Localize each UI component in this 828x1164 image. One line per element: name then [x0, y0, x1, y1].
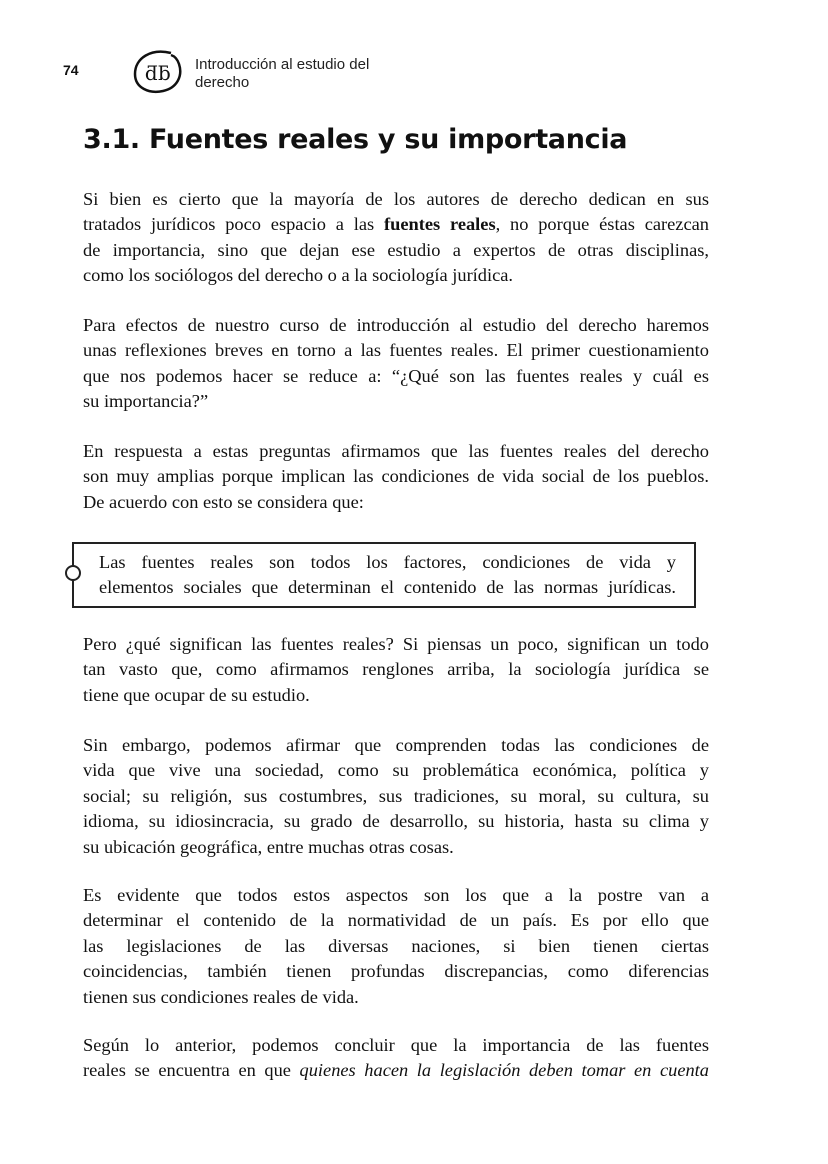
- text-line: [83, 1058, 709, 1083]
- text-line: social; su religión, sus costumbres, sus tradiciones, su moral, su cultura, su: [83, 785, 709, 806]
- text-line: unas reflexiones breves en torno a las fuentes reales. El primer cuestionamiento: [83, 340, 709, 361]
- paragraph-3: [83, 439, 709, 515]
- paragraph-4: [83, 632, 709, 708]
- text-line: tiene que ocupar de su estudio.: [83, 684, 310, 705]
- paragraph-1: [83, 187, 709, 289]
- text-line: tienen sus condiciones reales de vida.: [83, 986, 359, 1007]
- text-line: Para efectos de nuestro curso de introducción al estudio del derecho haremos: [83, 315, 709, 335]
- definition-text: [99, 550, 676, 601]
- paragraph-2: [83, 313, 709, 415]
- text-line: Según lo anterior, podemos concluir que la importancia de las fuentes: [83, 1035, 709, 1055]
- text-line: Las fuentes reales son todos los factores, condiciones de vida y: [99, 552, 676, 572]
- book-title-line1: Introducción al estudio del: [195, 56, 370, 73]
- page-number: 74: [63, 62, 79, 78]
- text-line: son muy amplias porque implican las condiciones de vida social de los pueblos.: [83, 466, 709, 487]
- text-line: que nos podemos hacer se reduce a: “¿Qué son las fuentes reales y cuál es: [83, 365, 709, 386]
- text-line: elementos sociales que determinan el contenido de las normas jurídicas.: [99, 577, 676, 598]
- svg-text:ƌƃ: ƌƃ: [145, 61, 171, 85]
- book-title-line2: derecho: [195, 74, 250, 91]
- text-line: Pero ¿qué significan las fuentes reales? Si piensas un poco, significan un todo: [83, 634, 709, 654]
- text-line: las legislaciones de las diversas naciones, si bien tienen ciertas: [83, 935, 709, 956]
- text-line: determinar el contenido de la normatividad de un país. Es por ello que: [83, 910, 709, 931]
- paragraph-6: [83, 883, 709, 1010]
- text-line: Sin embargo, podemos afirmar que comprenden todas las condiciones de: [83, 735, 709, 755]
- text-line: coincidencias, también tienen profundas discrepancias, como diferencias: [83, 961, 709, 982]
- box-knob-icon: [65, 565, 81, 581]
- text-line: [83, 212, 709, 237]
- paragraph-7: [83, 1033, 709, 1084]
- definition-box: [72, 542, 696, 608]
- text-segment: tratados jurídicos poco espacio a las: [83, 214, 384, 235]
- text-line: como los sociólogos del derecho o a la sociología jurídica.: [83, 265, 514, 286]
- bold-term: fuentes reales: [383, 214, 496, 235]
- text-line: tan vasto que, como afirmamos renglones arriba, la sociología jurídica se: [83, 659, 709, 680]
- book-logo-icon: [131, 48, 185, 96]
- text-line: En respuesta a estas preguntas afirmamos que las fuentes reales del derecho: [83, 441, 709, 461]
- text-line: Es evidente que todos estos aspectos son los que a la postre van a: [83, 885, 709, 905]
- text-line: de importancia, sino que dejan ese estudio a expertos de otras disciplinas,: [83, 239, 709, 260]
- text-line: Si bien es cierto que la mayoría de los autores de derecho dedican en sus: [83, 189, 709, 209]
- text-segment: , no porque éstas carezcan: [495, 214, 709, 235]
- text-line: su ubicación geográfica, entre muchas otras cosas.: [83, 836, 454, 857]
- text-line: idioma, su idiosincracia, su grado de desarrollo, su historia, hasta su clima y: [83, 811, 709, 832]
- italic-text: quienes hacen la legislación deben tomar en cuenta: [299, 1060, 709, 1081]
- text-line: De acuerdo con esto se considera que:: [83, 491, 364, 512]
- text-line: vida que vive una sociedad, como su problemática económica, política y: [83, 760, 709, 781]
- text-line: su importancia?”: [83, 391, 209, 412]
- text-segment: reales se encuentra en que: [83, 1060, 300, 1081]
- section-title: 3.1. Fuentes reales y su importancia: [83, 124, 628, 155]
- paragraph-5: [83, 733, 709, 860]
- running-header: [195, 56, 369, 92]
